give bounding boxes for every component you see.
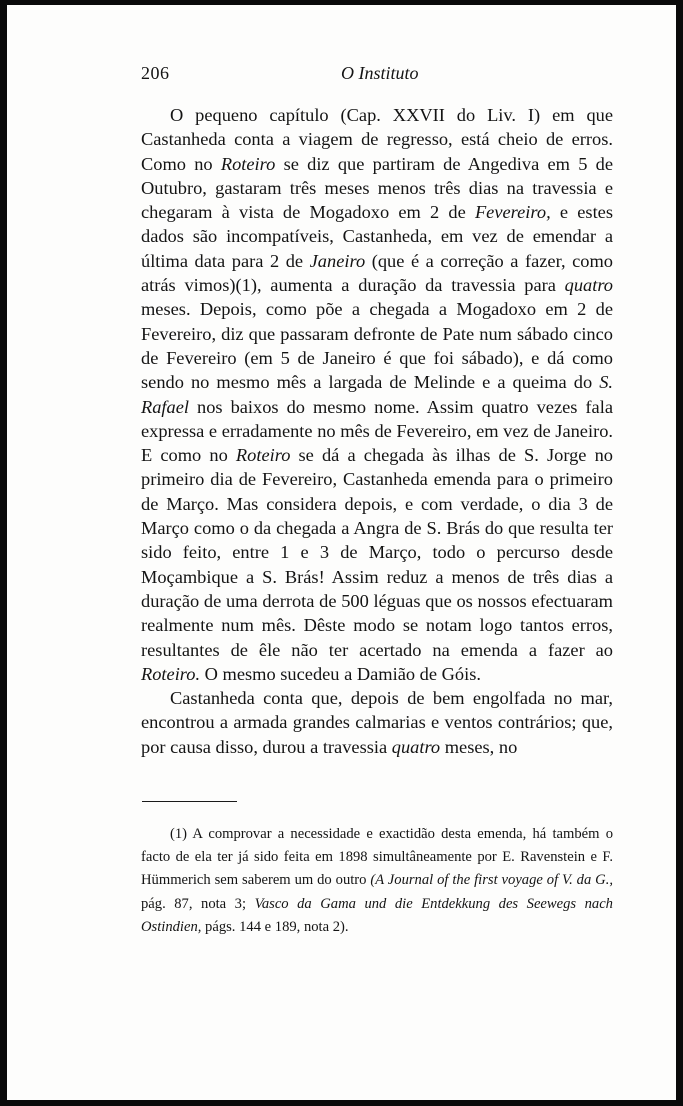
italic-run: Vasco da Gama und die Entdekkung des Seewegs nach Ostindien, [141, 895, 613, 935]
text-run: meses, no [440, 736, 518, 757]
footnote-1 [141, 823, 613, 939]
italic-run: (A Journal of the first voyage of V. da G., [370, 872, 613, 889]
italic-run: Fevereiro, [474, 202, 551, 223]
text-run: se diz que partiram de Angediva em 5 de Outubro, gastaram três meses menos três dias na travessia e chegaram à vista de Mogadoxo em 2 de [141, 153, 613, 223]
text-run: meses. Depois, como põe a chegada a Mogadoxo em 2 de Fevereiro, diz que passaram defronte de Pate num sábado cinco de Fevereiro (em 5 de Janeiro é que foi sábado), e dá como sendo no mesmo mês a largada de Melinde e a queima do [141, 299, 613, 393]
page-number: 206 [141, 63, 170, 83]
italic-run: quatro [564, 275, 613, 296]
text-run: se dá a chegada às ilhas de S. Jorge no primeiro dia de Fevereiro, Castanheda emenda para o primeiro de Março. Mas considera depois, e com verdade, o dia 3 de Março como o da chegada a Angra de S. Brás do que resulta ter sido feito, entre 1 e 3 de Março, todo o percurso desde Moçambique a S. Brás! Assim reduz a menos de três dias a duração de uma derrota de 500 léguas que os nossos efectuaram realmente num mês. Dêste modo se notam logo tantos erros, resultantes de êle não ter acertado na emenda a fazer ao [141, 445, 613, 660]
italic-run: Roteiro [220, 153, 276, 174]
footnote-divider [142, 801, 237, 802]
text-run: O mesmo sucedeu a Damião de Góis. [200, 663, 481, 684]
italic-run: Janeiro [309, 250, 366, 271]
italic-run: S. Rafael [141, 372, 613, 417]
text-run: (1) A comprovar a necessidade e exactidão desta emenda, há também o facto de ela ter já sido feita em 1898 simultâneamente por E. Ravenstein e F. Hümmerich sem saberem um do outro [141, 826, 613, 889]
paragraph-1 [141, 103, 613, 686]
italic-run: Roteiro [235, 445, 291, 466]
paragraph-2 [141, 686, 613, 759]
italic-run: Roteiro. [141, 663, 201, 684]
text-run: Castanheda conta que, depois de bem engolfada no mar, encontrou a armada grandes calmarias e ventos contrários; que, por causa disso, durou a travessia [141, 688, 613, 757]
text-run: págs. 144 e 189, nota 2). [201, 918, 349, 935]
italic-run: quatro [391, 736, 441, 757]
text-run: nos baixos do mesmo nome. Assim quatro vezes fala expressa e erradamente no mês de Fevereiro, em vez de Janeiro. E como no [141, 396, 613, 466]
main-text [141, 103, 613, 759]
running-title: O Instituto [341, 63, 419, 83]
text-run: O pequeno capítulo (Cap. XXVII do Liv. I) em que Castanheda conta a viagem de regresso, está cheio de erros. Como no [141, 105, 613, 174]
text-run: e estes dados são incompatíveis, Castanheda, em vez de emendar a última data para 2 de [141, 202, 613, 271]
text-run: (que é a correção a fazer, como atrás vimos)(1), aumenta a duração da travessia para [141, 250, 613, 296]
page-header [141, 63, 613, 87]
text-run: pág. 87, nota 3; [141, 895, 255, 912]
footnote [141, 823, 613, 939]
